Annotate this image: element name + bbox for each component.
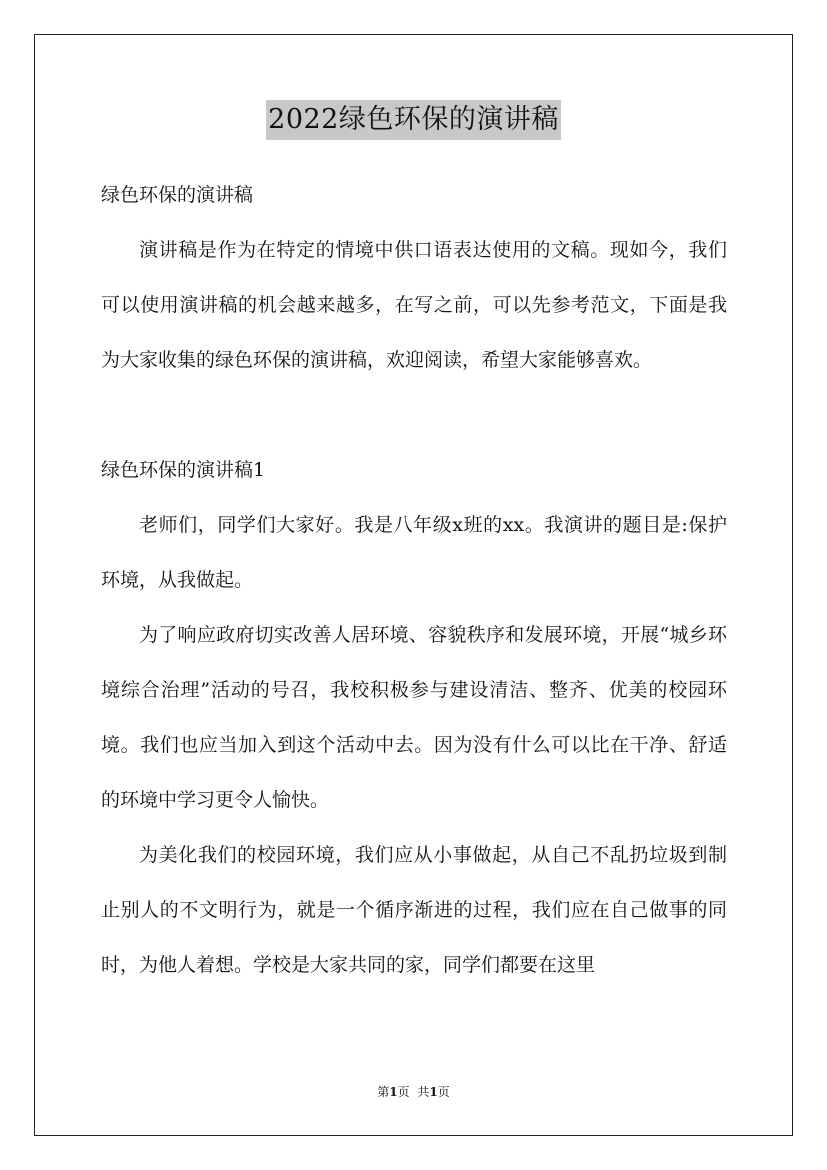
total-page-number: 1 <box>429 1085 438 1099</box>
title-container <box>0 100 827 140</box>
page-prefix: 第 <box>377 1085 390 1099</box>
section-heading: 绿色环保的演讲稿 <box>101 184 254 206</box>
section-spacer <box>101 388 727 443</box>
section-heading: 绿色环保的演讲稿1 <box>101 459 266 481</box>
current-page-number: 1 <box>389 1085 398 1099</box>
page-suffix: 页 <box>397 1085 410 1099</box>
document-title: 2022绿色环保的演讲稿 <box>266 100 561 140</box>
page-footer <box>0 1082 827 1102</box>
total-prefix: 共 <box>417 1085 430 1099</box>
body-paragraph: 为了响应政府切实改善人居环境、容貌秩序和发展环境，开展“城乡环境综合治理”活动的号召，我校积极参与建设清洁、整齐、优美的校园环境。我们也应当加入到这个活动中去。因为没有什么可以比在干净、舒适的环境中学习更令人愉快。 <box>101 624 727 811</box>
total-suffix: 页 <box>437 1085 450 1099</box>
body-paragraph: 老师们，同学们大家好。我是八年级x班的xx。我演讲的题目是:保护环境，从我做起。 <box>101 514 727 591</box>
intro-paragraph: 演讲稿是作为在特定的情境中供口语表达使用的文稿。现如今，我们可以使用演讲稿的机会越来越多，在写之前，可以先参考范文，下面是我为大家收集的绿色环保的演讲稿，欢迎阅读，希望大家能够喜欢。 <box>101 239 727 371</box>
document-body <box>101 168 727 993</box>
body-paragraph: 为美化我们的校园环境，我们应从小事做起，从自己不乱扔垃圾到制止别人的不文明行为，就是一个循序渐进的过程，我们应在自己做事的同时，为他人着想。学校是大家共同的家，同学们都要在这里 <box>101 844 727 976</box>
